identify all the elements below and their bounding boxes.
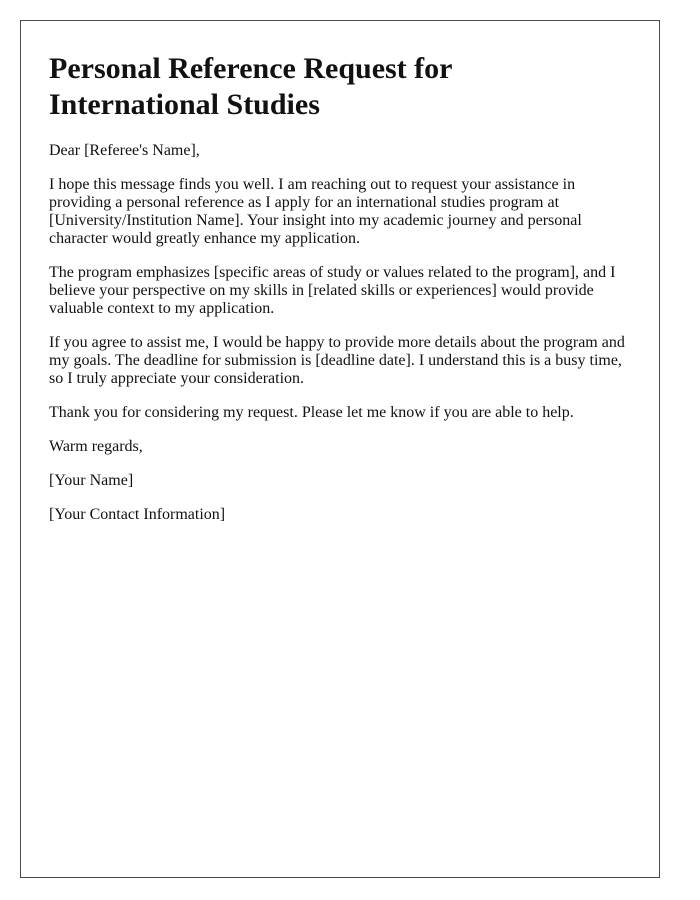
signature-contact: [Your Contact Information] bbox=[49, 506, 226, 523]
letter-greeting: Dear [Referee's Name], bbox=[49, 142, 200, 159]
letter-closing: Warm regards, bbox=[49, 438, 143, 455]
letter-paragraph-program: The program emphasizes [specific areas of study or values related to the program], and I believe your perspective on my skills in [related skills or experiences] would provide valuable context to my application. bbox=[49, 264, 616, 317]
letter-title: Personal Reference Request for International Studies bbox=[49, 52, 452, 121]
letter-paragraph-intro: I hope this message finds you well. I am reaching out to request your assistance in providing a personal reference as I apply for an international studies program at [University/Institution Name]. Your insight into my academic journey and personal character would greatly enhance my application. bbox=[49, 176, 582, 247]
signature-name: [Your Name] bbox=[49, 472, 134, 489]
letter-page bbox=[20, 20, 660, 878]
letter-paragraph-thanks: Thank you for considering my request. Please let me know if you are able to help. bbox=[49, 404, 574, 421]
letter-paragraph-details: If you agree to assist me, I would be happy to provide more details about the program and my goals. The deadline for submission is [deadline date]. I understand this is a busy time, so I truly appreciate your consideration. bbox=[49, 334, 625, 387]
